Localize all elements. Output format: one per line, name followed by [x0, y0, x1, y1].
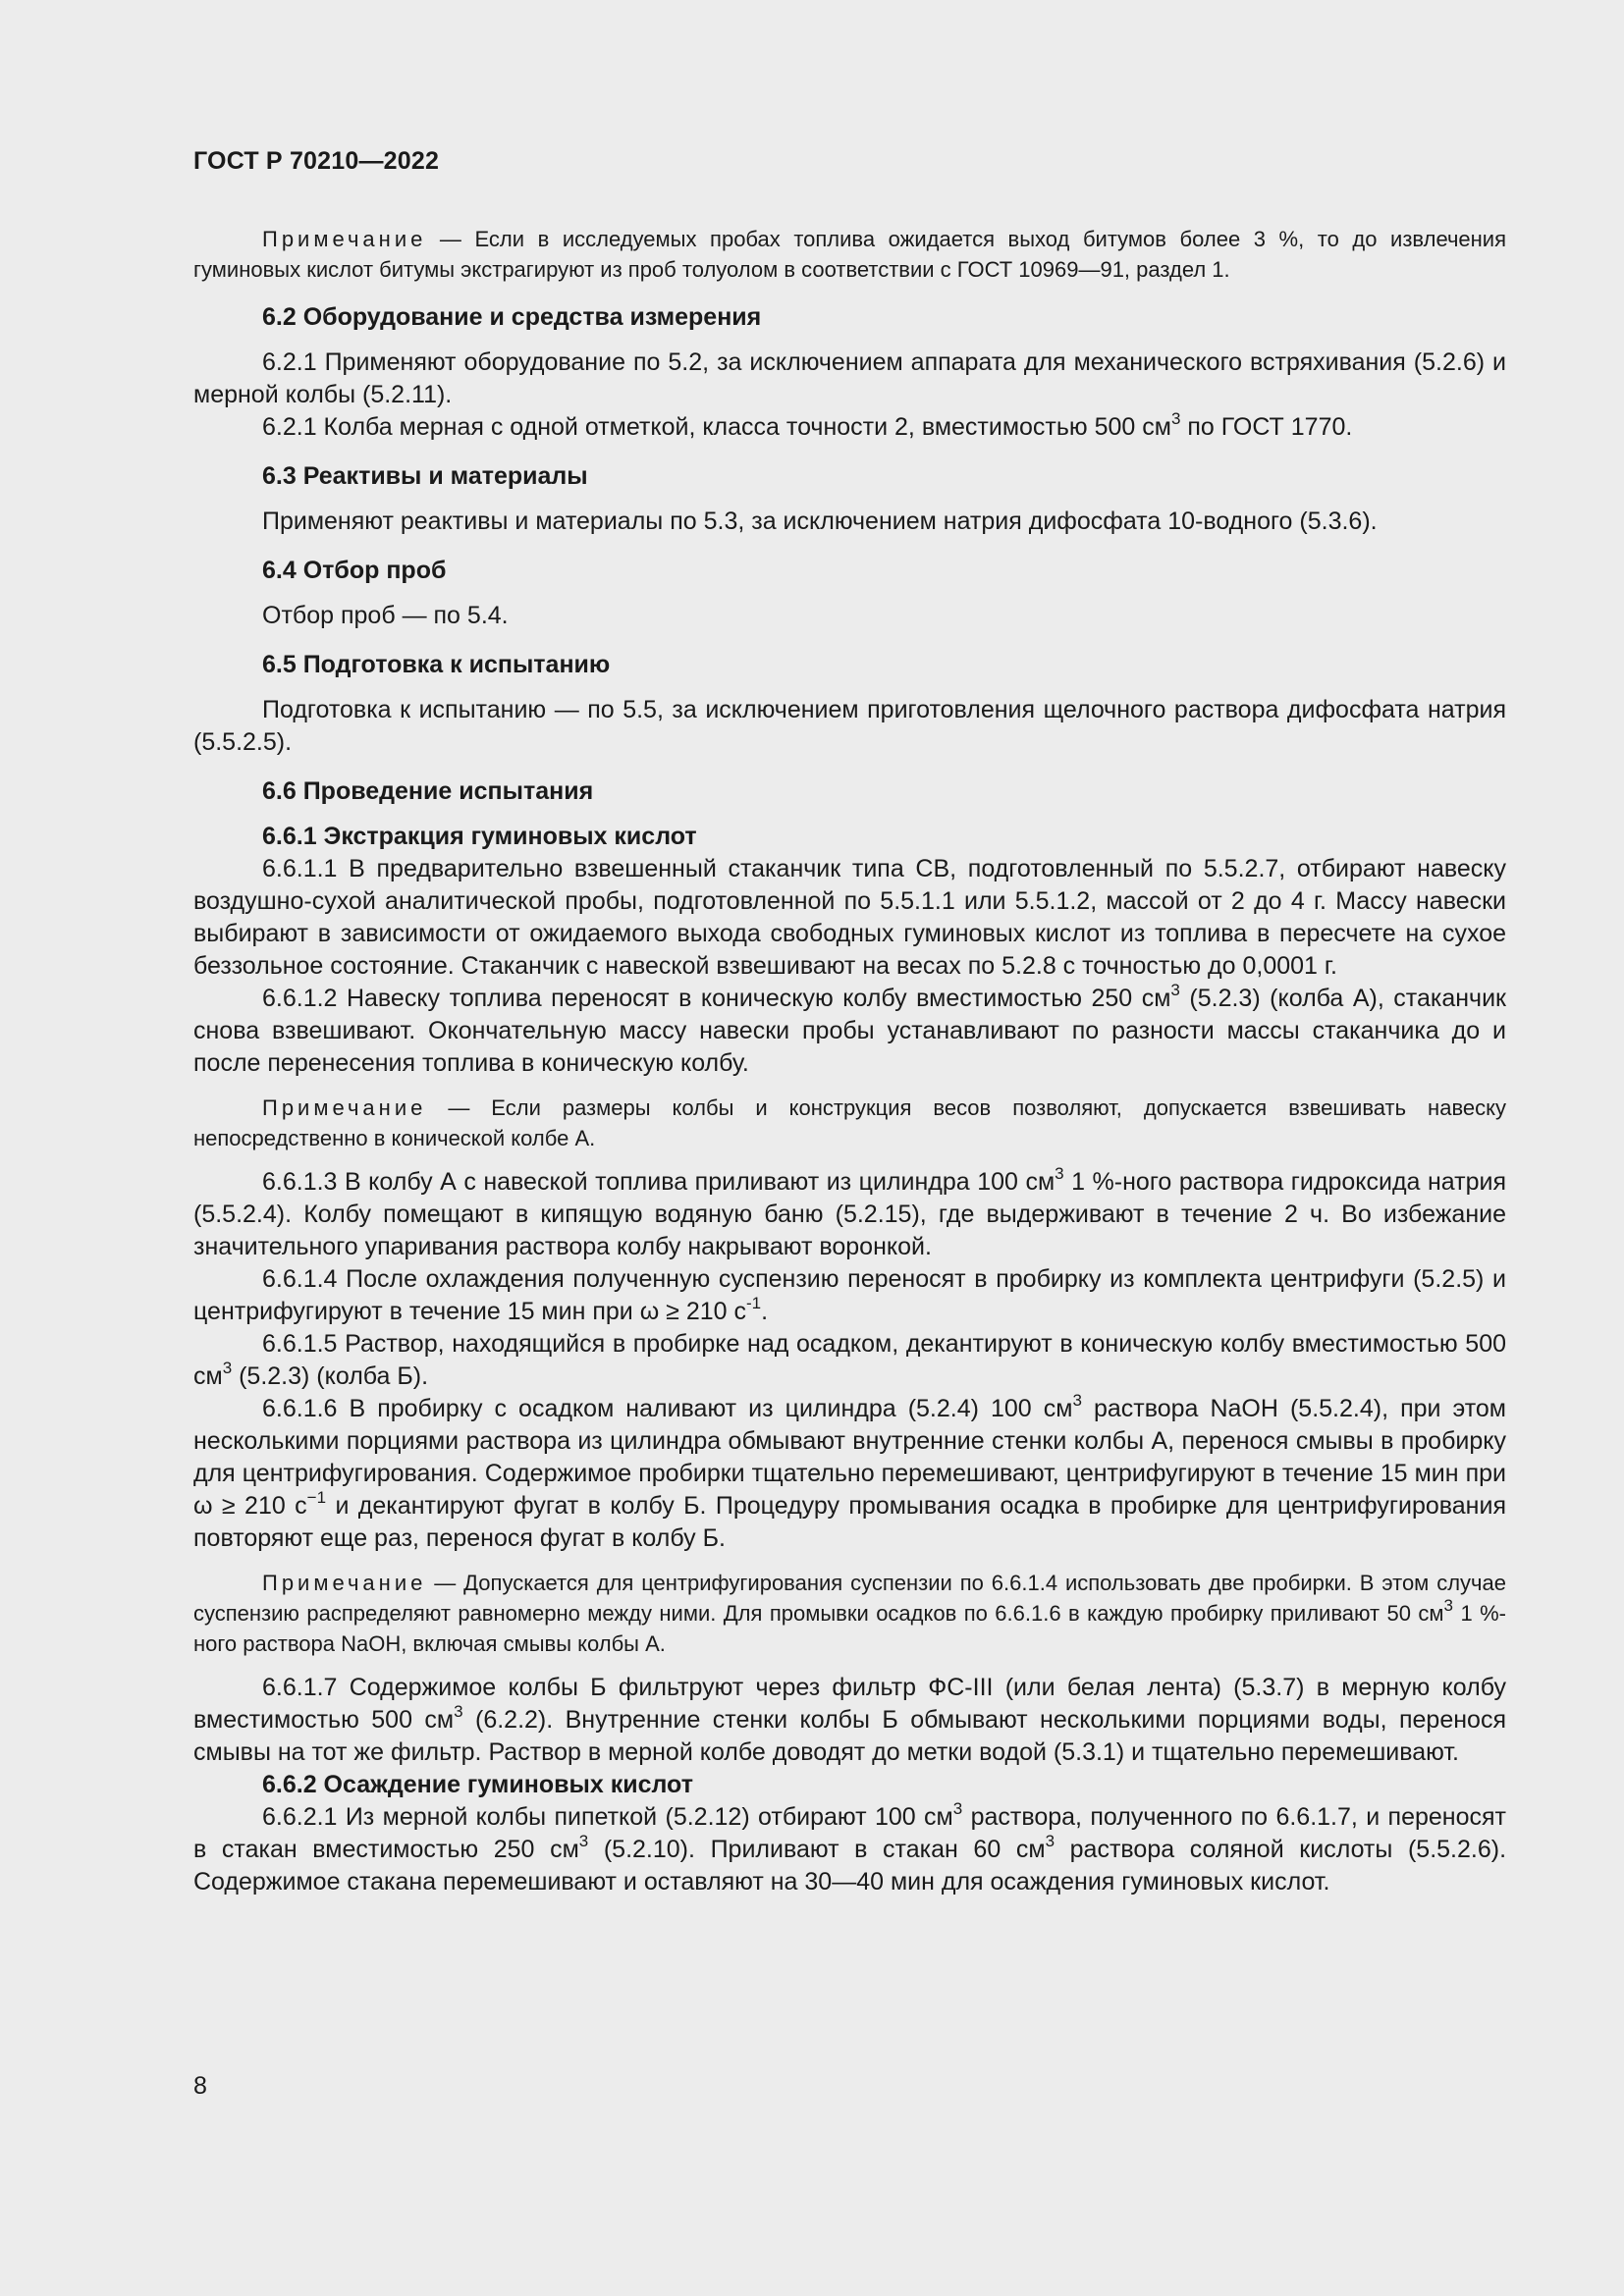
- paragraph: 6.6.1.4 После охлаждения полученную суспензию переносят в пробирку из комплекта центрифуги (5.2.5) и центрифугируют в течение 15 мин при ω ≥ 210 $с^{-1}$.: [193, 1265, 1506, 1325]
- note: Примечание — Если в исследуемых пробах топлива ожидается выход битумов более 3 %, то до извлечения гуминовых кислот битумы экстрагируют из проб толуолом в соответствии с ГОСТ 10969—91, раздел 1.: [193, 227, 1506, 282]
- paragraph: 6.6.2.1 Из мерной колбы пипеткой (5.2.12) отбирают 100 $см^3$ раствора, полученного по 6.6.1.7, и переносят в стакан вместимостью 250 $см^3$ (5.2.10). Приливают в стакан 60 $см^3$ раствора соляной кислоты (5.5.2.6). Содержимое стакана перемешивают и оставляют на 30—40 мин для осаждения гуминовых кислот.: [193, 1798, 1507, 1896]
- section-heading-6-6: 6.6 Проведение испытания: [262, 777, 594, 805]
- paragraph: Применяют реактивы и материалы по 5.3, за исключением натрия дифосфата 10-водного (5.3.6).: [262, 507, 1378, 535]
- note: Примечание — Если размеры колбы и конструкция весов позволяют, допускается взвешивать навеску непосредственно в конической колбе А.: [193, 1095, 1506, 1150]
- paragraph: Отбор проб — по 5.4.: [262, 602, 509, 629]
- subsection-heading-6-6-1: 6.6.1 Экстракция гуминовых кислот: [262, 823, 697, 850]
- paragraph: 6.6.1.5 Раствор, находящийся в пробирке над осадком, декантируют в коническую колбу вместимостью 500 $см^3$ (5.2.3) (колба Б).: [193, 1330, 1506, 1390]
- subsection-heading-6-6-2: 6.6.2 Осаждение гуминовых кислот: [262, 1771, 693, 1798]
- section-heading-6-4: 6.4 Отбор проб: [262, 557, 447, 584]
- paragraph: 6.6.1.6 В пробирку с осадком наливают из цилиндра (5.2.4) 100 $см^3$ раствора NaOH (5.5.2.4), при этом несколькими порциями раствора из цилиндра обмывают внутренние стенки колбы А, перенося смывы в пробирку для центрифугирования. Содержимое пробирки тщательно перемешивают, центрифугируют в течение 15 мин при ω ≥ 210 $с^{-1}$ и декантируют фугат в колбу Б. Процедуру промывания осадка в пробирке для центрифугирования повторяют еще раз, перенося фугат в колбу Б.: [193, 1390, 1506, 1552]
- note: Примечание — Допускается для центрифугирования суспензии по 6.6.1.4 использовать две пробирки. В этом случае суспензию распределяют равномерно между ними. Для промывки осадков по 6.6.1.6 в каждую пробирку приливают 50 $см^3$ 1 %-ного раствора NaOH, включая смывы колбы А.: [193, 1571, 1506, 1656]
- paragraph: 6.6.1.1 В предварительно взвешенный стаканчик типа СВ, подготовленный по 5.5.2.7, отбирают навеску воздушно-сухой аналитической пробы, подготовленной по 5.5.1.1 или 5.5.1.2, массой от 2 до 4 г. Массу навески выбирают в зависимости от ожидаемого выхода свободных гуминовых кислот из топлива в пересчете на сухое беззольное состояние. Стаканчик с навеской взвешивают на весах по 5.2.8 с точностью до 0,0001 г.: [193, 855, 1506, 980]
- section-heading-6-2: 6.2 Оборудование и средства измерения: [262, 303, 762, 331]
- document-body: [193, 224, 1506, 1898]
- page-number: 8: [193, 2072, 207, 2100]
- section-heading-6-5: 6.5 Подготовка к испытанию: [262, 651, 611, 678]
- note-label: Примечание: [262, 1095, 427, 1120]
- paragraph: 6.6.1.7 Содержимое колбы Б фильтруют через фильтр ФС-III (или белая лента) (5.3.7) в мерную колбу вместимостью 500 $см^3$ (6.2.2). Внутренние стенки колбы Б обмывают несколькими порциями воды, перенося смывы на тот же фильтр. Раствор в мерной колбе доводят до метки водой (5.3.1) и тщательно перемешивают.: [193, 1674, 1506, 1766]
- section-heading-6-3: 6.3 Реактивы и материалы: [262, 462, 588, 490]
- paragraph: 6.6.1.3 В колбу А с навеской топлива приливают из цилиндра 100 $см^3$ 1 %-ного раствора гидроксида натрия (5.5.2.4). Колбу помещают в кипящую водяную баню (5.2.15), где выдерживают в течение 2 ч. Во избежание значительного упаривания раствора колбу накрывают воронкой.: [193, 1163, 1507, 1260]
- document-header: ГОСТ Р 70210—2022: [193, 147, 440, 175]
- note-label: Примечание: [262, 227, 427, 251]
- note-label: Примечание: [262, 1571, 427, 1595]
- paragraph: 6.2.1 Колба мерная с одной отметкой, класса точности 2, вместимостью 500 $см^3$ по ГОСТ 1770.: [262, 408, 1353, 441]
- paragraph: 6.6.1.2 Навеску топлива переносят в коническую колбу вместимостью 250 $см^3$ (5.2.3) (колба А), стаканчик снова взвешивают. Окончательную массу навески пробы устанавливают по разности массы стаканчика до и после перенесения топлива в коническую колбу.: [193, 980, 1506, 1077]
- paragraph: 6.2.1 Применяют оборудование по 5.2, за исключением аппарата для механического встряхивания (5.2.6) и мерной колбы (5.2.11).: [193, 348, 1506, 408]
- paragraph: Подготовка к испытанию — по 5.5, за исключением приготовления щелочного раствора дифосфата натрия (5.5.2.5).: [193, 696, 1506, 756]
